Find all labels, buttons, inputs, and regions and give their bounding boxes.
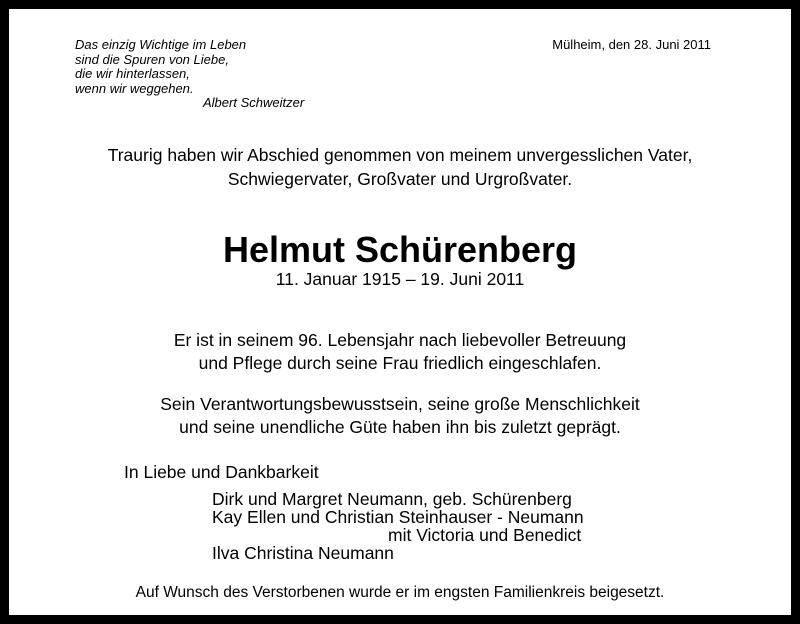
- paragraph-passing: [9, 329, 791, 375]
- paragraph-line: Er ist in seinem 96. Lebensjahr nach liebevoller Betreuung: [173, 330, 627, 350]
- family-member: mit Victoria und Benedict: [388, 525, 582, 545]
- closing-greeting: In Liebe und Dankbarkeit: [124, 462, 319, 482]
- family-members: [212, 490, 584, 562]
- intro-text: [9, 143, 791, 191]
- quote-line: die wir hinterlassen,: [75, 66, 190, 81]
- family-member: Ilva Christina Neumann: [212, 543, 394, 563]
- place-and-date: Mülheim, den 28. Juni 2011: [552, 37, 711, 52]
- paragraph-character: [9, 393, 791, 439]
- epigraph-quote: [75, 38, 375, 111]
- intro-line: Schwiegervater, Großvater und Urgroßvater.: [227, 169, 573, 189]
- burial-note: Auf Wunsch des Verstorbenen wurde er im engsten Familienkreis beigesetzt.: [135, 584, 665, 601]
- paragraph-line: und Pflege durch seine Frau friedlich eingeschlafen.: [198, 353, 602, 373]
- quote-line: wenn wir weggehen.: [75, 80, 194, 96]
- quote-line: Das einzig Wichtige im Leben: [75, 37, 247, 52]
- quote-line: sind die Spuren von Liebe,: [75, 51, 229, 67]
- family-member: Dirk und Margret Neumann, geb. Schürenberg: [212, 489, 572, 509]
- family-member: Kay Ellen und Christian Steinhauser - Neumann: [212, 507, 584, 527]
- paragraph-line: und seine unendliche Güte haben ihn bis zuletzt geprägt.: [179, 417, 621, 437]
- deceased-name: Helmut Schürenberg: [222, 229, 578, 270]
- intro-line: Traurig haben wir Abschied genommen von meinem unvergesslichen Vater,: [107, 145, 693, 165]
- life-dates: 11. Januar 1915 – 19. Juni 2011: [275, 269, 525, 289]
- quote-author: Albert Schweitzer: [203, 95, 305, 110]
- paragraph-line: Sein Verantwortungsbewusstsein, seine große Menschlichkeit: [160, 394, 640, 414]
